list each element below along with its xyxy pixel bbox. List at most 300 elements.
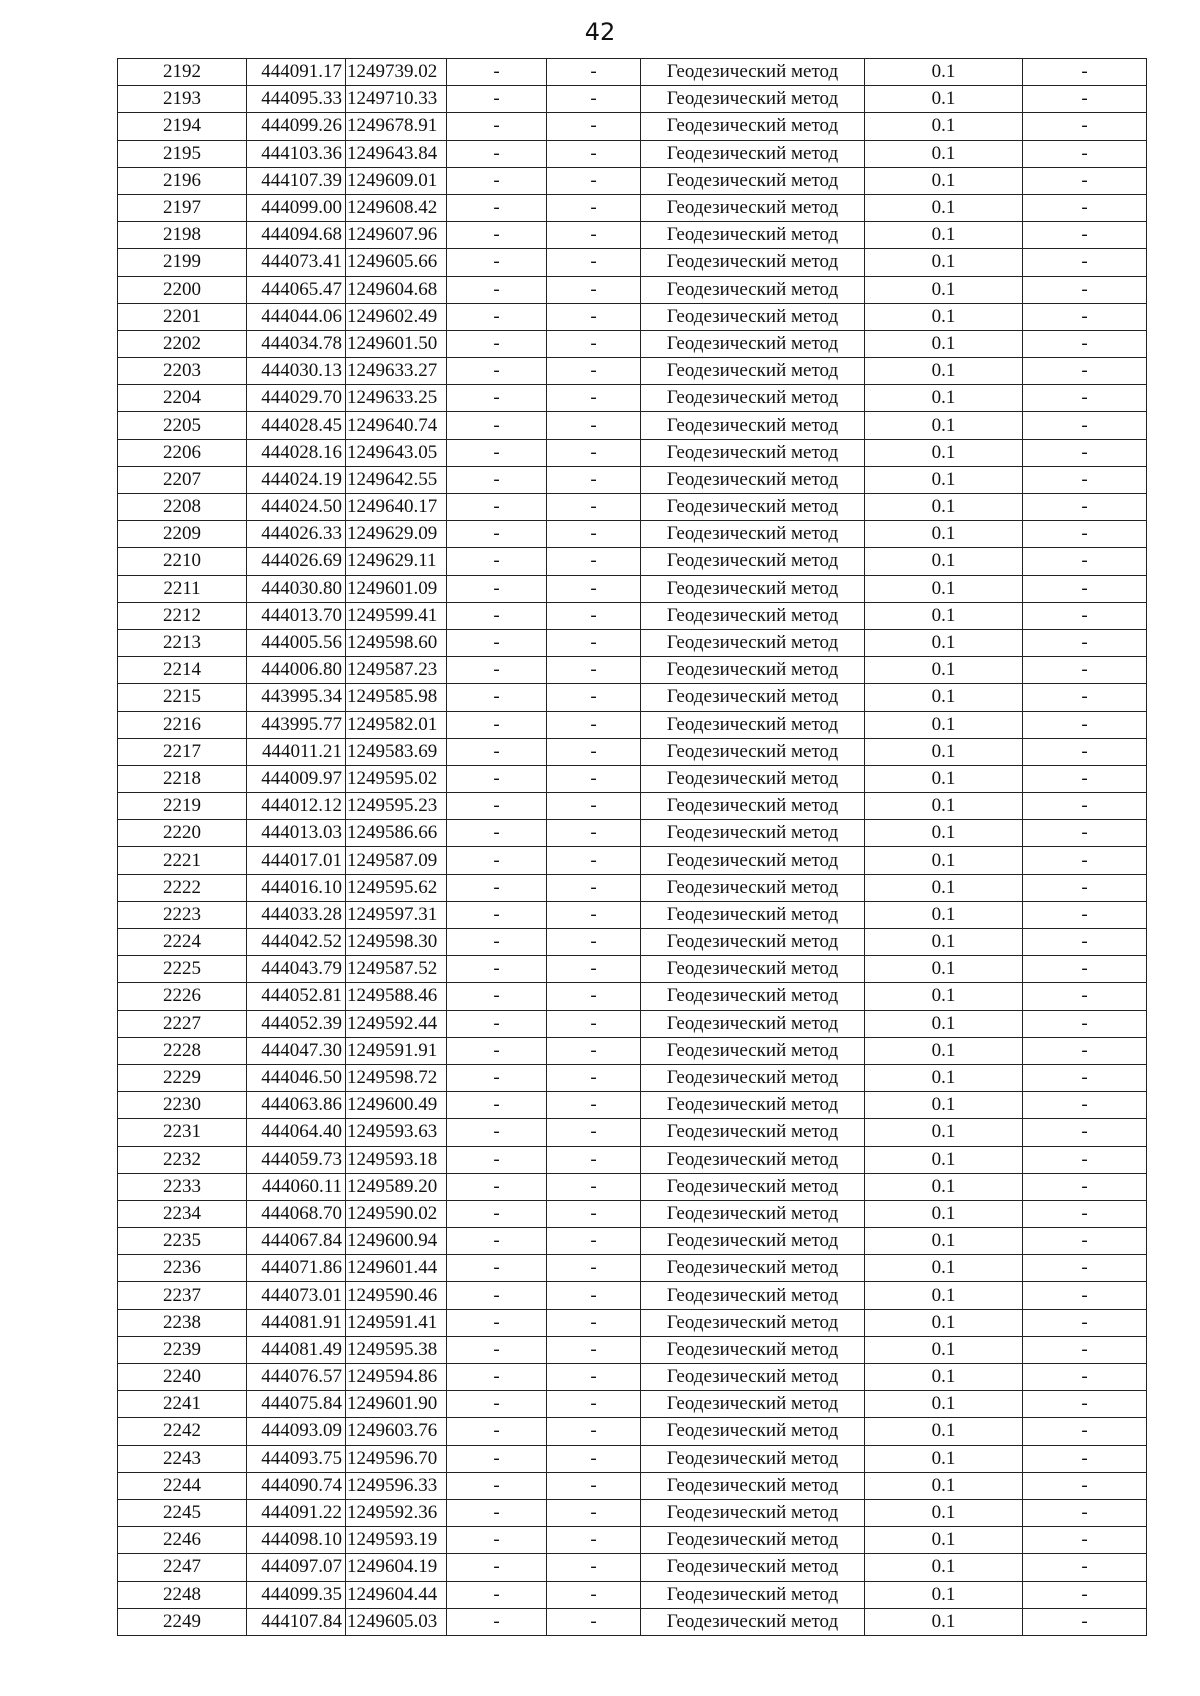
x-coordinate-cell: 444026.33 — [247, 521, 346, 548]
method-cell: Геодезический метод — [641, 738, 865, 765]
x-coordinate-cell: 444024.50 — [247, 494, 346, 521]
table-row — [118, 1581, 1147, 1608]
method-cell: Геодезический метод — [641, 412, 865, 439]
accuracy-cell: 0.1 — [865, 330, 1023, 357]
empty-value-cell: - — [1023, 358, 1147, 385]
point-number-cell: 2194 — [118, 113, 247, 140]
empty-value-cell: - — [547, 494, 641, 521]
empty-value-cell: - — [1023, 983, 1147, 1010]
point-number-cell: 2240 — [118, 1364, 247, 1391]
empty-value-cell: - — [547, 1391, 641, 1418]
empty-value-cell: - — [547, 956, 641, 983]
empty-value-cell: - — [547, 358, 641, 385]
empty-value-cell: - — [1023, 1499, 1147, 1526]
empty-value-cell: - — [447, 140, 547, 167]
method-cell: Геодезический метод — [641, 874, 865, 901]
empty-value-cell: - — [447, 765, 547, 792]
empty-value-cell: - — [547, 983, 641, 1010]
x-coordinate-cell: 444093.75 — [247, 1445, 346, 1472]
method-cell: Геодезический метод — [641, 684, 865, 711]
table-row — [118, 466, 1147, 493]
x-coordinate-cell: 444068.70 — [247, 1200, 346, 1227]
method-cell: Геодезический метод — [641, 1037, 865, 1064]
empty-value-cell: - — [447, 1228, 547, 1255]
method-cell: Геодезический метод — [641, 1418, 865, 1445]
y-coordinate-cell: 1249592.36 — [346, 1499, 447, 1526]
accuracy-cell: 0.1 — [865, 86, 1023, 113]
point-number-cell: 2244 — [118, 1472, 247, 1499]
table-row — [118, 1119, 1147, 1146]
x-coordinate-cell: 444011.21 — [247, 738, 346, 765]
point-number-cell: 2198 — [118, 222, 247, 249]
method-cell: Геодезический метод — [641, 276, 865, 303]
x-coordinate-cell: 444099.35 — [247, 1581, 346, 1608]
point-number-cell: 2238 — [118, 1309, 247, 1336]
x-coordinate-cell: 444094.68 — [247, 222, 346, 249]
table-row — [118, 983, 1147, 1010]
y-coordinate-cell: 1249600.94 — [346, 1228, 447, 1255]
table-row — [118, 330, 1147, 357]
accuracy-cell: 0.1 — [865, 1581, 1023, 1608]
method-cell: Геодезический метод — [641, 466, 865, 493]
table-row — [118, 1472, 1147, 1499]
accuracy-cell: 0.1 — [865, 657, 1023, 684]
x-coordinate-cell: 444012.12 — [247, 793, 346, 820]
method-cell: Геодезический метод — [641, 929, 865, 956]
accuracy-cell: 0.1 — [865, 738, 1023, 765]
empty-value-cell: - — [547, 738, 641, 765]
accuracy-cell: 0.1 — [865, 222, 1023, 249]
empty-value-cell: - — [547, 194, 641, 221]
accuracy-cell: 0.1 — [865, 1336, 1023, 1363]
x-coordinate-cell: 444043.79 — [247, 956, 346, 983]
y-coordinate-cell: 1249604.68 — [346, 276, 447, 303]
method-cell: Геодезический метод — [641, 575, 865, 602]
empty-value-cell: - — [1023, 1146, 1147, 1173]
table-row — [118, 1418, 1147, 1445]
point-number-cell: 2227 — [118, 1010, 247, 1037]
empty-value-cell: - — [447, 684, 547, 711]
x-coordinate-cell: 444052.81 — [247, 983, 346, 1010]
empty-value-cell: - — [1023, 249, 1147, 276]
y-coordinate-cell: 1249587.09 — [346, 847, 447, 874]
accuracy-cell: 0.1 — [865, 1472, 1023, 1499]
empty-value-cell: - — [1023, 901, 1147, 928]
y-coordinate-cell: 1249586.66 — [346, 820, 447, 847]
point-number-cell: 2225 — [118, 956, 247, 983]
point-number-cell: 2245 — [118, 1499, 247, 1526]
x-coordinate-cell: 444093.09 — [247, 1418, 346, 1445]
y-coordinate-cell: 1249629.09 — [346, 521, 447, 548]
empty-value-cell: - — [547, 657, 641, 684]
table-row — [118, 113, 1147, 140]
empty-value-cell: - — [547, 113, 641, 140]
x-coordinate-cell: 444099.00 — [247, 194, 346, 221]
empty-value-cell: - — [1023, 385, 1147, 412]
y-coordinate-cell: 1249582.01 — [346, 711, 447, 738]
empty-value-cell: - — [447, 276, 547, 303]
point-number-cell: 2230 — [118, 1092, 247, 1119]
x-coordinate-cell: 444067.84 — [247, 1228, 346, 1255]
table-row — [118, 1499, 1147, 1526]
method-cell: Геодезический метод — [641, 901, 865, 928]
method-cell: Геодезический метод — [641, 1119, 865, 1146]
x-coordinate-cell: 444071.86 — [247, 1255, 346, 1282]
y-coordinate-cell: 1249593.19 — [346, 1527, 447, 1554]
x-coordinate-cell: 444029.70 — [247, 385, 346, 412]
accuracy-cell: 0.1 — [865, 1527, 1023, 1554]
empty-value-cell: - — [547, 684, 641, 711]
method-cell: Геодезический метод — [641, 1608, 865, 1635]
point-number-cell: 2217 — [118, 738, 247, 765]
accuracy-cell: 0.1 — [865, 575, 1023, 602]
empty-value-cell: - — [1023, 1309, 1147, 1336]
point-number-cell: 2229 — [118, 1064, 247, 1091]
table-row — [118, 1010, 1147, 1037]
empty-value-cell: - — [447, 521, 547, 548]
y-coordinate-cell: 1249585.98 — [346, 684, 447, 711]
empty-value-cell: - — [547, 86, 641, 113]
empty-value-cell: - — [547, 548, 641, 575]
empty-value-cell: - — [1023, 222, 1147, 249]
empty-value-cell: - — [547, 1200, 641, 1227]
x-coordinate-cell: 444075.84 — [247, 1391, 346, 1418]
empty-value-cell: - — [1023, 276, 1147, 303]
y-coordinate-cell: 1249600.49 — [346, 1092, 447, 1119]
table-row — [118, 59, 1147, 86]
empty-value-cell: - — [447, 1581, 547, 1608]
table-row — [118, 276, 1147, 303]
y-coordinate-cell: 1249587.23 — [346, 657, 447, 684]
empty-value-cell: - — [547, 1173, 641, 1200]
accuracy-cell: 0.1 — [865, 439, 1023, 466]
empty-value-cell: - — [547, 793, 641, 820]
point-number-cell: 2232 — [118, 1146, 247, 1173]
table-row — [118, 1200, 1147, 1227]
x-coordinate-cell: 444047.30 — [247, 1037, 346, 1064]
empty-value-cell: - — [447, 1037, 547, 1064]
table-row — [118, 765, 1147, 792]
y-coordinate-cell: 1249608.42 — [346, 194, 447, 221]
empty-value-cell: - — [1023, 59, 1147, 86]
method-cell: Геодезический метод — [641, 86, 865, 113]
y-coordinate-cell: 1249643.84 — [346, 140, 447, 167]
empty-value-cell: - — [447, 330, 547, 357]
empty-value-cell: - — [447, 1064, 547, 1091]
empty-value-cell: - — [547, 1309, 641, 1336]
method-cell: Геодезический метод — [641, 194, 865, 221]
y-coordinate-cell: 1249605.03 — [346, 1608, 447, 1635]
table-row — [118, 1336, 1147, 1363]
table-row — [118, 385, 1147, 412]
method-cell: Геодезический метод — [641, 1200, 865, 1227]
table-row — [118, 1445, 1147, 1472]
empty-value-cell: - — [447, 983, 547, 1010]
empty-value-cell: - — [1023, 1364, 1147, 1391]
empty-value-cell: - — [547, 765, 641, 792]
method-cell: Геодезический метод — [641, 1064, 865, 1091]
empty-value-cell: - — [547, 439, 641, 466]
x-coordinate-cell: 444013.70 — [247, 602, 346, 629]
accuracy-cell: 0.1 — [865, 1255, 1023, 1282]
method-cell: Геодезический метод — [641, 494, 865, 521]
point-number-cell: 2204 — [118, 385, 247, 412]
empty-value-cell: - — [1023, 820, 1147, 847]
table-row — [118, 521, 1147, 548]
accuracy-cell: 0.1 — [865, 1554, 1023, 1581]
table-row — [118, 548, 1147, 575]
accuracy-cell: 0.1 — [865, 412, 1023, 439]
accuracy-cell: 0.1 — [865, 521, 1023, 548]
accuracy-cell: 0.1 — [865, 548, 1023, 575]
method-cell: Геодезический метод — [641, 983, 865, 1010]
method-cell: Геодезический метод — [641, 1364, 865, 1391]
empty-value-cell: - — [1023, 602, 1147, 629]
point-number-cell: 2201 — [118, 303, 247, 330]
empty-value-cell: - — [1023, 167, 1147, 194]
empty-value-cell: - — [1023, 1391, 1147, 1418]
method-cell: Геодезический метод — [641, 1499, 865, 1526]
empty-value-cell: - — [447, 1527, 547, 1554]
accuracy-cell: 0.1 — [865, 1309, 1023, 1336]
accuracy-cell: 0.1 — [865, 385, 1023, 412]
method-cell: Геодезический метод — [641, 1554, 865, 1581]
empty-value-cell: - — [447, 820, 547, 847]
empty-value-cell: - — [1023, 86, 1147, 113]
x-coordinate-cell: 444065.47 — [247, 276, 346, 303]
empty-value-cell: - — [447, 358, 547, 385]
empty-value-cell: - — [447, 1336, 547, 1363]
point-number-cell: 2193 — [118, 86, 247, 113]
y-coordinate-cell: 1249598.30 — [346, 929, 447, 956]
point-number-cell: 2249 — [118, 1608, 247, 1635]
method-cell: Геодезический метод — [641, 167, 865, 194]
y-coordinate-cell: 1249590.46 — [346, 1282, 447, 1309]
empty-value-cell: - — [1023, 956, 1147, 983]
accuracy-cell: 0.1 — [865, 249, 1023, 276]
y-coordinate-cell: 1249601.90 — [346, 1391, 447, 1418]
empty-value-cell: - — [1023, 738, 1147, 765]
table-row — [118, 575, 1147, 602]
method-cell: Геодезический метод — [641, 793, 865, 820]
y-coordinate-cell: 1249710.33 — [346, 86, 447, 113]
empty-value-cell: - — [447, 412, 547, 439]
y-coordinate-cell: 1249590.02 — [346, 1200, 447, 1227]
x-coordinate-cell: 444028.16 — [247, 439, 346, 466]
y-coordinate-cell: 1249583.69 — [346, 738, 447, 765]
point-number-cell: 2210 — [118, 548, 247, 575]
empty-value-cell: - — [547, 874, 641, 901]
empty-value-cell: - — [1023, 1282, 1147, 1309]
empty-value-cell: - — [547, 1364, 641, 1391]
empty-value-cell: - — [547, 1228, 641, 1255]
empty-value-cell: - — [447, 575, 547, 602]
empty-value-cell: - — [447, 1255, 547, 1282]
point-number-cell: 2206 — [118, 439, 247, 466]
empty-value-cell: - — [447, 874, 547, 901]
accuracy-cell: 0.1 — [865, 684, 1023, 711]
empty-value-cell: - — [1023, 1200, 1147, 1227]
empty-value-cell: - — [547, 1581, 641, 1608]
empty-value-cell: - — [447, 1173, 547, 1200]
x-coordinate-cell: 444098.10 — [247, 1527, 346, 1554]
x-coordinate-cell: 444026.69 — [247, 548, 346, 575]
y-coordinate-cell: 1249642.55 — [346, 466, 447, 493]
accuracy-cell: 0.1 — [865, 793, 1023, 820]
method-cell: Геодезический метод — [641, 1309, 865, 1336]
empty-value-cell: - — [547, 1255, 641, 1282]
accuracy-cell: 0.1 — [865, 1608, 1023, 1635]
accuracy-cell: 0.1 — [865, 901, 1023, 928]
y-coordinate-cell: 1249591.41 — [346, 1309, 447, 1336]
empty-value-cell: - — [547, 167, 641, 194]
x-coordinate-cell: 444073.41 — [247, 249, 346, 276]
accuracy-cell: 0.1 — [865, 820, 1023, 847]
point-number-cell: 2248 — [118, 1581, 247, 1608]
empty-value-cell: - — [547, 929, 641, 956]
y-coordinate-cell: 1249605.66 — [346, 249, 447, 276]
empty-value-cell: - — [547, 1554, 641, 1581]
point-number-cell: 2192 — [118, 59, 247, 86]
y-coordinate-cell: 1249588.46 — [346, 983, 447, 1010]
accuracy-cell: 0.1 — [865, 602, 1023, 629]
table-row — [118, 874, 1147, 901]
method-cell: Геодезический метод — [641, 1010, 865, 1037]
empty-value-cell: - — [447, 167, 547, 194]
accuracy-cell: 0.1 — [865, 765, 1023, 792]
accuracy-cell: 0.1 — [865, 711, 1023, 738]
empty-value-cell: - — [1023, 1092, 1147, 1119]
y-coordinate-cell: 1249597.31 — [346, 901, 447, 928]
table-row — [118, 793, 1147, 820]
empty-value-cell: - — [447, 548, 547, 575]
method-cell: Геодезический метод — [641, 1336, 865, 1363]
table-row — [118, 929, 1147, 956]
empty-value-cell: - — [1023, 684, 1147, 711]
accuracy-cell: 0.1 — [865, 1146, 1023, 1173]
y-coordinate-cell: 1249596.33 — [346, 1472, 447, 1499]
method-cell: Геодезический метод — [641, 222, 865, 249]
empty-value-cell: - — [1023, 657, 1147, 684]
table-row — [118, 1608, 1147, 1635]
point-number-cell: 2237 — [118, 1282, 247, 1309]
accuracy-cell: 0.1 — [865, 1445, 1023, 1472]
empty-value-cell: - — [447, 385, 547, 412]
point-number-cell: 2203 — [118, 358, 247, 385]
x-coordinate-cell: 444064.40 — [247, 1119, 346, 1146]
y-coordinate-cell: 1249595.23 — [346, 793, 447, 820]
empty-value-cell: - — [1023, 847, 1147, 874]
y-coordinate-cell: 1249598.60 — [346, 629, 447, 656]
empty-value-cell: - — [447, 1092, 547, 1119]
empty-value-cell: - — [1023, 629, 1147, 656]
table-row — [118, 167, 1147, 194]
table-row — [118, 711, 1147, 738]
point-number-cell: 2208 — [118, 494, 247, 521]
x-coordinate-cell: 444076.57 — [247, 1364, 346, 1391]
accuracy-cell: 0.1 — [865, 194, 1023, 221]
method-cell: Геодезический метод — [641, 1146, 865, 1173]
method-cell: Геодезический метод — [641, 1445, 865, 1472]
accuracy-cell: 0.1 — [865, 1282, 1023, 1309]
empty-value-cell: - — [1023, 929, 1147, 956]
x-coordinate-cell: 444063.86 — [247, 1092, 346, 1119]
empty-value-cell: - — [1023, 494, 1147, 521]
table-row — [118, 412, 1147, 439]
method-cell: Геодезический метод — [641, 113, 865, 140]
x-coordinate-cell: 444006.80 — [247, 657, 346, 684]
accuracy-cell: 0.1 — [865, 303, 1023, 330]
empty-value-cell: - — [447, 657, 547, 684]
x-coordinate-cell: 444046.50 — [247, 1064, 346, 1091]
x-coordinate-cell: 444095.33 — [247, 86, 346, 113]
empty-value-cell: - — [1023, 466, 1147, 493]
method-cell: Геодезический метод — [641, 303, 865, 330]
empty-value-cell: - — [447, 86, 547, 113]
point-number-cell: 2197 — [118, 194, 247, 221]
empty-value-cell: - — [547, 140, 641, 167]
empty-value-cell: - — [547, 1119, 641, 1146]
empty-value-cell: - — [547, 1336, 641, 1363]
empty-value-cell: - — [547, 1146, 641, 1173]
empty-value-cell: - — [447, 738, 547, 765]
y-coordinate-cell: 1249593.63 — [346, 1119, 447, 1146]
x-coordinate-cell: 444017.01 — [247, 847, 346, 874]
y-coordinate-cell: 1249604.44 — [346, 1581, 447, 1608]
point-number-cell: 2235 — [118, 1228, 247, 1255]
accuracy-cell: 0.1 — [865, 847, 1023, 874]
table-row — [118, 1064, 1147, 1091]
empty-value-cell: - — [1023, 439, 1147, 466]
point-number-cell: 2226 — [118, 983, 247, 1010]
accuracy-cell: 0.1 — [865, 956, 1023, 983]
table-row — [118, 1309, 1147, 1336]
table-row — [118, 303, 1147, 330]
accuracy-cell: 0.1 — [865, 466, 1023, 493]
point-number-cell: 2236 — [118, 1255, 247, 1282]
empty-value-cell: - — [447, 1010, 547, 1037]
y-coordinate-cell: 1249604.19 — [346, 1554, 447, 1581]
empty-value-cell: - — [547, 1010, 641, 1037]
method-cell: Геодезический метод — [641, 385, 865, 412]
y-coordinate-cell: 1249640.74 — [346, 412, 447, 439]
empty-value-cell: - — [547, 222, 641, 249]
coordinates-table — [117, 58, 1147, 1636]
table-row — [118, 1092, 1147, 1119]
point-number-cell: 2209 — [118, 521, 247, 548]
empty-value-cell: - — [547, 1527, 641, 1554]
empty-value-cell: - — [1023, 412, 1147, 439]
empty-value-cell: - — [447, 1200, 547, 1227]
accuracy-cell: 0.1 — [865, 113, 1023, 140]
y-coordinate-cell: 1249593.18 — [346, 1146, 447, 1173]
empty-value-cell: - — [447, 466, 547, 493]
x-coordinate-cell: 444107.84 — [247, 1608, 346, 1635]
method-cell: Геодезический метод — [641, 59, 865, 86]
y-coordinate-cell: 1249601.50 — [346, 330, 447, 357]
accuracy-cell: 0.1 — [865, 983, 1023, 1010]
accuracy-cell: 0.1 — [865, 494, 1023, 521]
table-row — [118, 684, 1147, 711]
y-coordinate-cell: 1249595.62 — [346, 874, 447, 901]
x-coordinate-cell: 444081.91 — [247, 1309, 346, 1336]
x-coordinate-cell: 444024.19 — [247, 466, 346, 493]
empty-value-cell: - — [1023, 575, 1147, 602]
empty-value-cell: - — [547, 1499, 641, 1526]
accuracy-cell: 0.1 — [865, 1064, 1023, 1091]
empty-value-cell: - — [547, 385, 641, 412]
empty-value-cell: - — [547, 466, 641, 493]
